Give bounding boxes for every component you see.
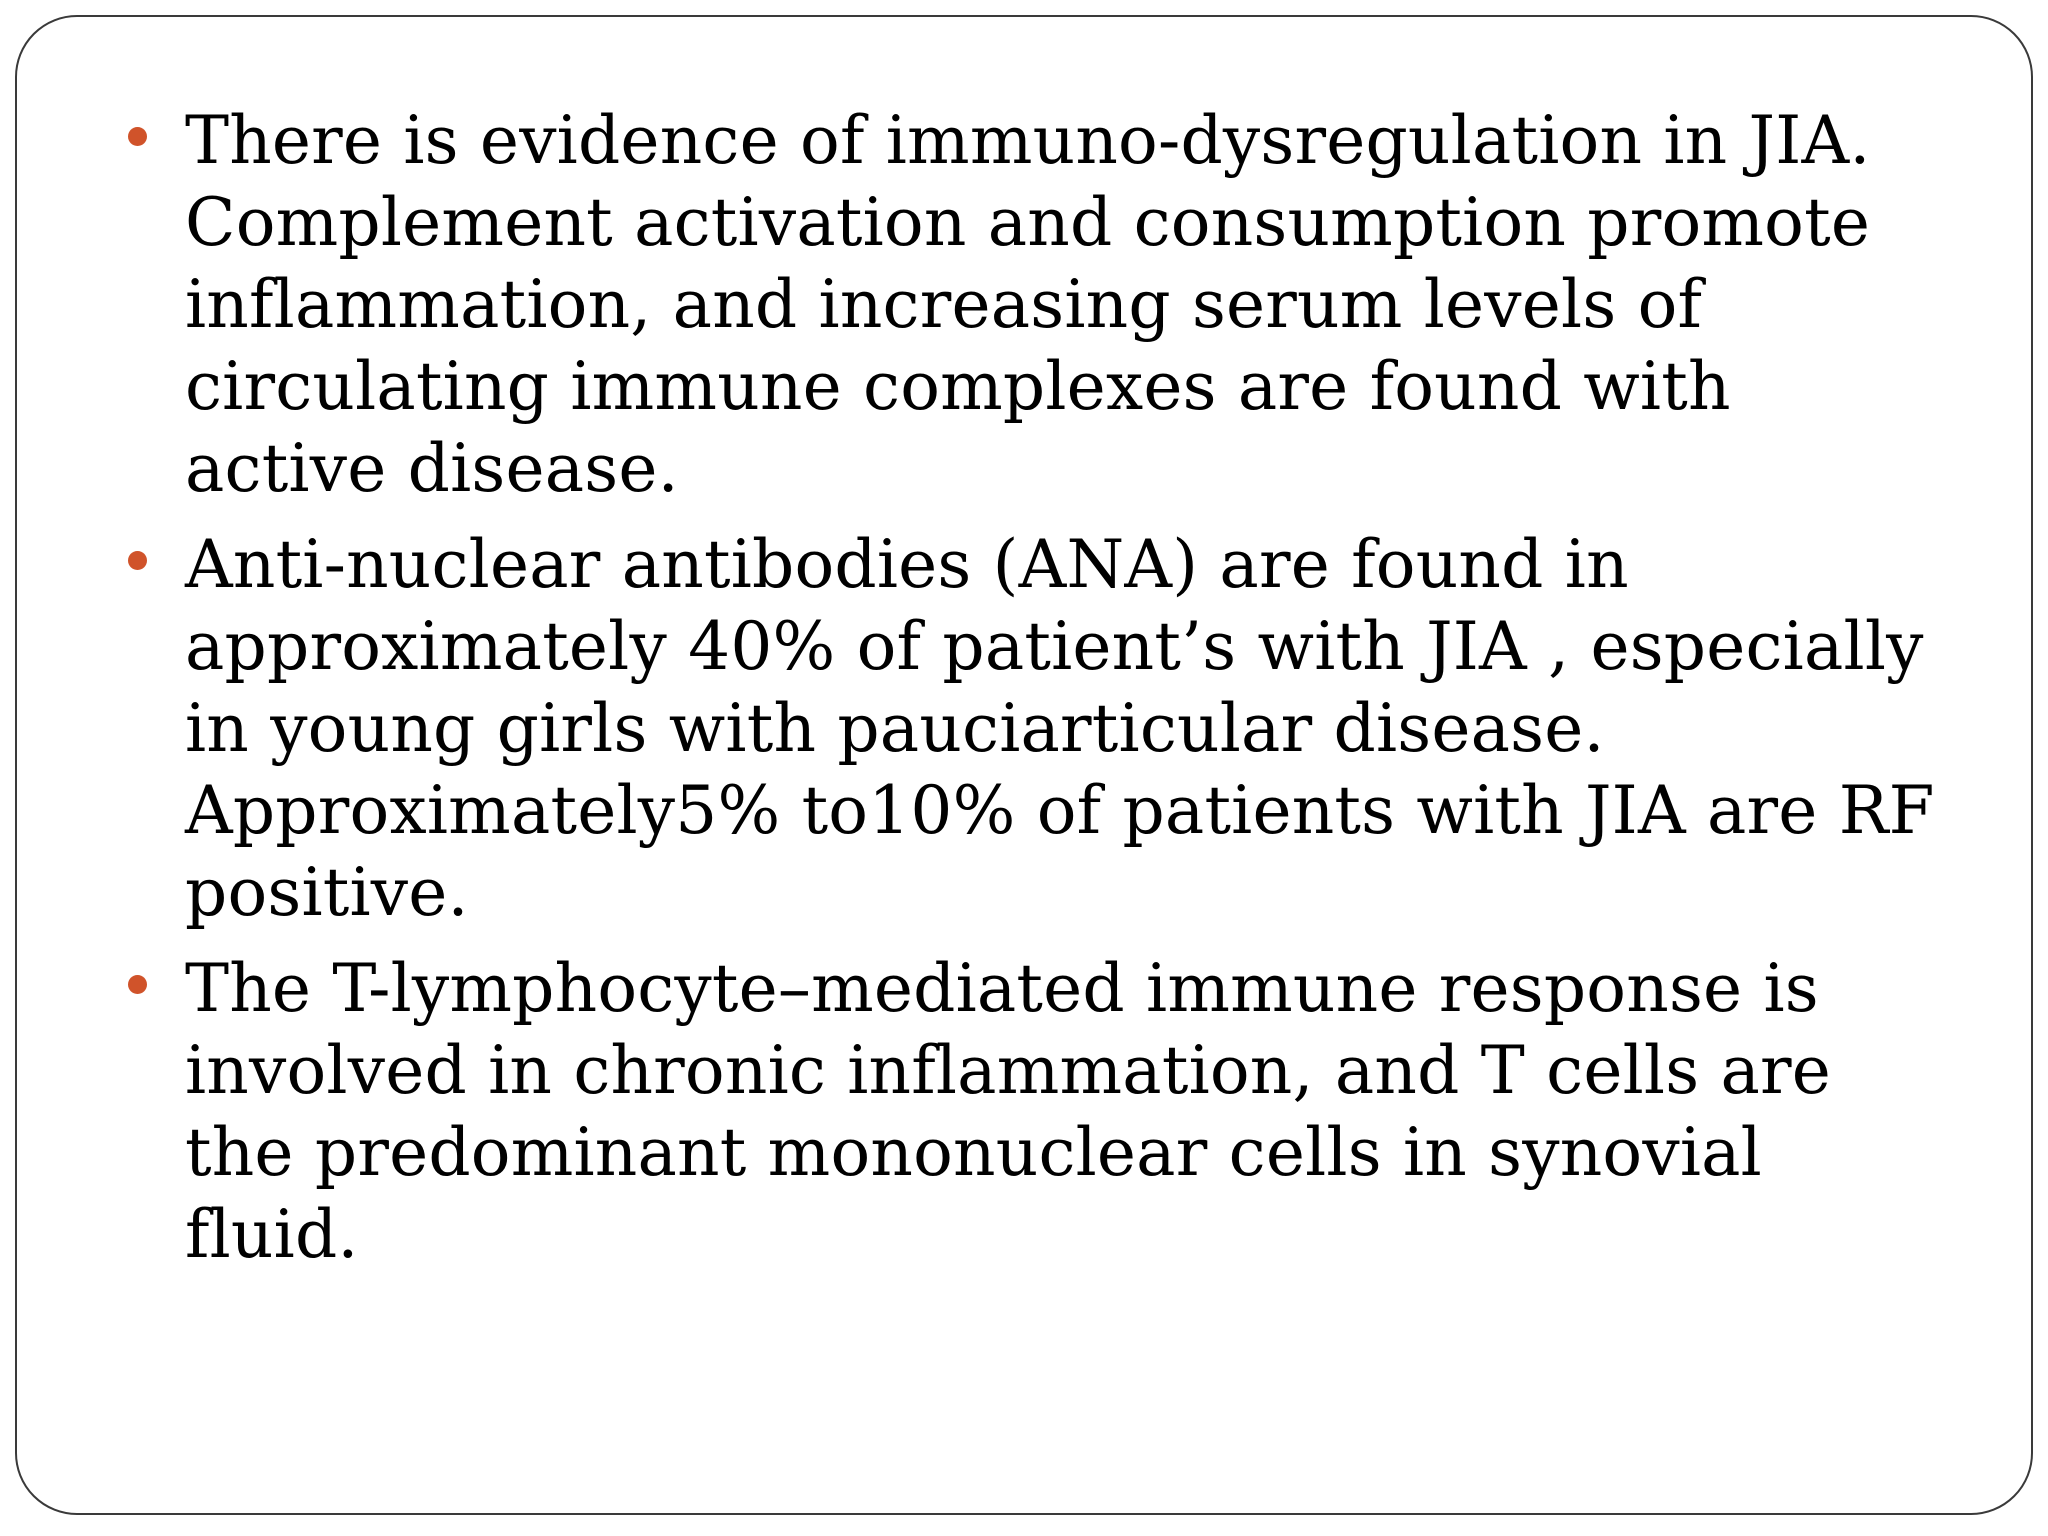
bullet-item-immuno-dysregulation — [125, 100, 1935, 510]
bullet-list — [125, 100, 1935, 1290]
bullet-item-ana — [125, 524, 1935, 934]
bullet-text: There is evidence of immuno-dysregulation in JIA. Complement activation and consumption promote inflammation, and increasing serum levels of circulating immune complexes are found with active disease. — [185, 102, 1871, 507]
bullet-dot-icon — [128, 127, 147, 146]
bullet-dot-icon — [128, 551, 147, 570]
bullet-dot-icon — [128, 975, 147, 994]
bullet-item-t-lymphocyte — [125, 948, 1935, 1276]
bullet-text: The T-lymphocyte–mediated immune response is involved in chronic inflammation, and T cells are the predominant mononuclear cells in synovial fluid. — [185, 950, 1832, 1273]
bullet-text: Anti-nuclear antibodies (ANA) are found in approximately 40% of patient’s with JIA , especially in young girls with pauciarticular disease. Approximately5% to10% of patients with JIA are RF positive. — [185, 526, 1935, 931]
